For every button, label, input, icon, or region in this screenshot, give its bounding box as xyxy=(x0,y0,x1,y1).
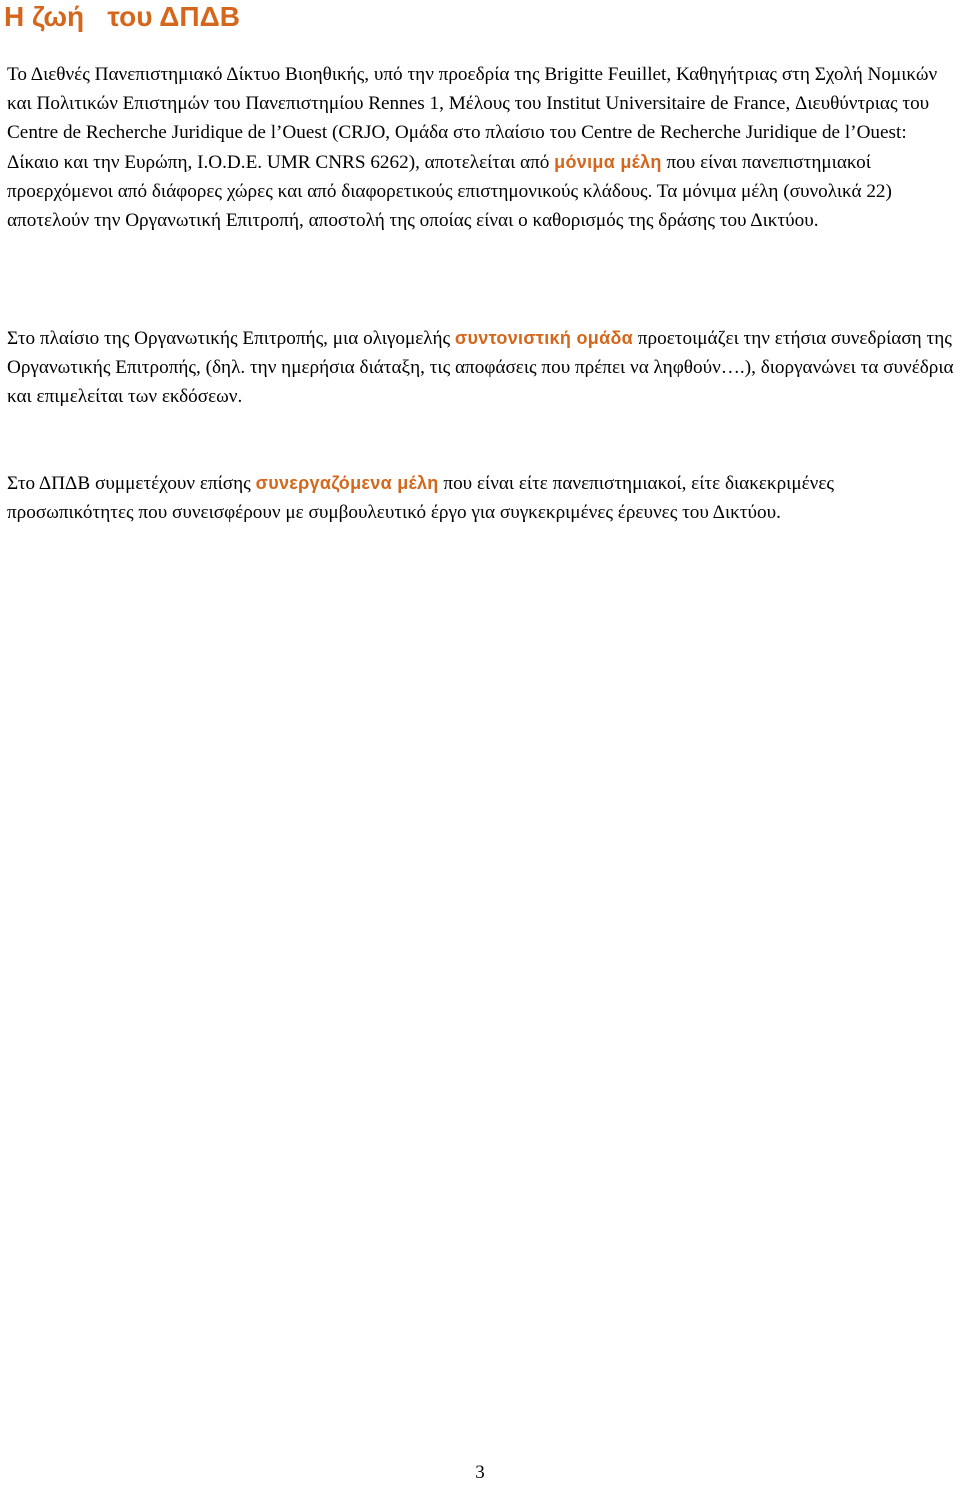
highlight-permanent-members: μόνιμα μέλη xyxy=(554,151,662,172)
paragraph-text: που είναι πανεπιστημιακοί προερχόμενοι από διάφορες χώρες και από διαφορετικούς επιστημονικούς κλάδους. Τα μόνιμα μέλη (συνολικά 22) αποτελούν την Οργανωτική Επιτροπή, αποστολή της οποίας είναι ο καθορισμός της δράσης του Δικτύου. xyxy=(7,151,892,232)
paragraph-text: προετοιμάζει την ετήσια συνεδρίαση της Οργανωτικής Επιτροπής, (δηλ. την ημερήσια διάταξη, τις αποφάσεις που πρέπει να ληφθούν….), διοργανώνει τα συνέδρια και επιμελείται των εκδόσεων. xyxy=(7,328,954,408)
paragraph-associate-members xyxy=(7,469,957,527)
paragraph-text: που είναι είτε πανεπιστημιακοί, είτε διακεκριμένες προσωπικότητες που συνεισφέρουν με συμβουλευτικό έργο για συγκεκριμένες έρευνες του Δικτύου. xyxy=(7,473,835,524)
page-title: Η ζωή του ΔΠΔΒ xyxy=(4,1,240,32)
paragraph-network-description xyxy=(7,60,957,235)
paragraph-text: Στο ΔΠΔΒ συμμετέχουν επίσης xyxy=(7,473,256,494)
paragraph-coordination-team xyxy=(7,324,957,412)
highlight-coordination-team: συντονιστική ομάδα xyxy=(454,328,634,348)
highlight-associate-members: συνεργαζόμενα μέλη xyxy=(255,473,439,493)
paragraph-text: Το Διεθνές Πανεπιστημιακό Δίκτυο Βιοηθικής, υπό την προεδρία της Brigitte Feuillet, Καθηγήτριας στη Σχολή Νομικών και Πολιτικών Επιστημών του Πανεπιστημίου Rennes 1, Μέλους του Institut Universitaire de France, Διευθύντριας του Centre de Recherche Juridique de l’Ouest (CRJO, Ομάδα στο πλαίσιο του Centre de Recherche Juridique de l’Ouest: Δίκαιο και την Ευρώπη, I.O.D.E. UMR CNRS 6262), αποτελείται από xyxy=(7,64,938,173)
paragraph-text: Στο πλαίσιο της Οργανωτικής Επιτροπής, μια ολιγομελής xyxy=(7,328,455,349)
page-number: 3 xyxy=(475,1462,485,1483)
